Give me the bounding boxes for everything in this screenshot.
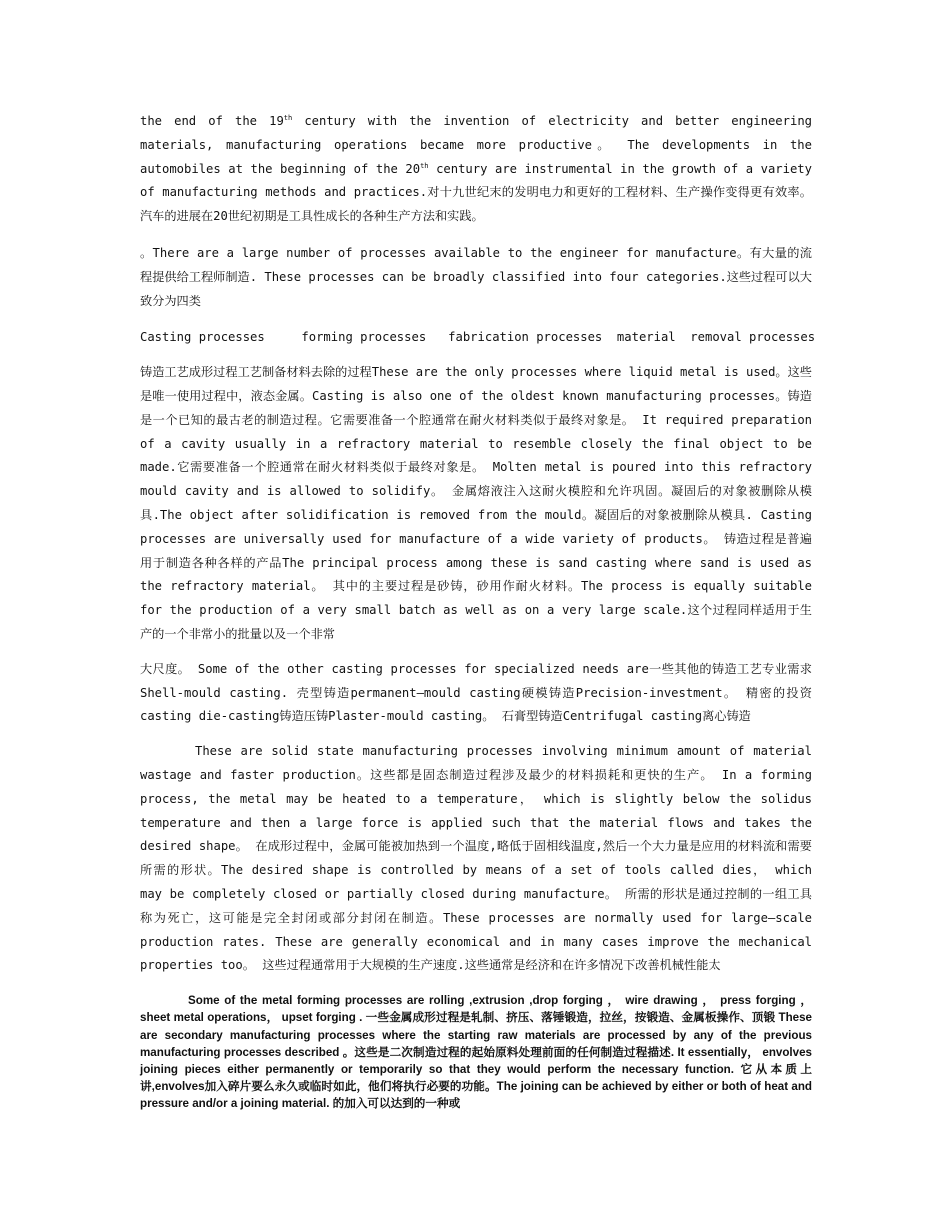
monospace-body bbox=[140, 110, 816, 978]
superscript: th bbox=[283, 114, 293, 122]
paragraph-categories: Casting processes forming processes fabrication processes material removal processes bbox=[140, 330, 816, 345]
paragraph-forming: These are solid state manufacturing processes involving minimum amount of material wastage and faster production。这些都是固态制造过程涉及最少的材料损耗和更快的生产。 In a forming process, the metal may be heated to a temperature， which is slightly below the solidus temperature and then a large force is applied such that the material flows and takes the desired shape。 在成形过程中，金属可能被加热到一个温度,略低于固相线温度,然后一个大力量是应用的材料流和需要所需的形状。The desired shape is controlled by means of a set of tools called dies， which may be completely closed or partially closed during manufacture。 所需的形状是通过控制的一组工具称为死亡，这可能是完全封闭或部分封闭在制造。These processes are normally used for large—scale production rates. These are generally economical and in many cases improve the mechanical properties too。 这些过程通常用于大规模的生产速度.这些通常是经济和在许多情况下改善机械性能太 bbox=[140, 744, 812, 973]
paragraph-fabrication: Some of the metal forming processes are rolling ,extrusion ,drop forging ， wire drawing ， press forging ，sheet metal operations， upset forging . 一些金属成形过程是轧制、挤压、落锤锻造，拉丝，按锻造、金属板操作、顶锻 These are secondary manufacturing processes where the starting raw materials are processed by any of the previous manufacturing processes described 。这些是二次制造过程的起始原料处理前面的任何制造过程描述. It essentially， envolves joining pieces either permanently or temporarily so that they would perform the necessary function. 它从本质上讲,envolves加入碎片要么永久或临时如此，他们将执行必要的功能。The joining can be achieved by either or both of heat and pressure and/or a joining material. 的加入可以达到的一种或 bbox=[140, 994, 812, 1111]
document-page bbox=[140, 110, 816, 1113]
paragraph-casting: 铸造工艺成形过程工艺制备材料去除的过程These are the only processes where liquid metal is used。这些是唯一使用过程中，液态金属。Casting is also one of the oldest known manufacturing processes。铸造是一个已知的最古老的制造过程。它需要准备一个腔通常在耐火材料类似于最终对象是。 It required preparation of a cavity usually in a refractory material to resemble closely the final object to be made.它需要准备一个腔通常在耐火材料类似于最终对象是。 Molten metal is poured into this refractory mould cavity and is allowed to solidify。 金属熔液注入这耐火模腔和允许巩固。凝固后的对象被删除从模具.The object after solidification is removed from the mould。凝固后的对象被删除从模具. Casting processes are universally used for manufacture of a wide variety of products。 铸造过程是普遍用于制造各种各样的产品The principal process among these is sand casting where sand is used as the refractory material。 其中的主要过程是砂铸，砂用作耐火材料。The process is equally suitable for the production of a very small batch as well as on a very large scale.这个过程同样适用于生产的一个非常小的批量以及一个非常 bbox=[140, 365, 812, 641]
text-run: century with the invention of electricity and better engineering materials, manufacturing operations became more productive。 The developments in the automobiles at the beginning of the 20 bbox=[140, 114, 812, 176]
paragraph-classification: 。There are a large number of processes available to the engineer for manufacture。有大量的流程提供给工程师制造. These processes can be broadly classified into four categories.这些过程可以大致分为四类 bbox=[140, 245, 812, 308]
superscript: th bbox=[420, 161, 429, 170]
text-run: the end of the 19 bbox=[140, 114, 284, 128]
text-run: century are instrumental in the growth of a variety of manufacturing methods and practices.对十九世纪末的发明电力和更好的工程材料、生产操作变得更有效率。汽车的进展在20世纪初期是工具性成长的各种生产方法和实践。 bbox=[140, 161, 812, 224]
paragraph-casting-types: 大尺度。 Some of the other casting processes for specialized needs are一些其他的铸造工艺专业需求Shell-mould casting. 壳型铸造permanent—mould casting硬模铸造Precision-investment。 精密的投资casting die-casting铸造压铸Plaster-mould casting。 石膏型铸造Centrifugal casting离心铸造 bbox=[140, 661, 812, 724]
paragraph-history bbox=[140, 110, 812, 229]
